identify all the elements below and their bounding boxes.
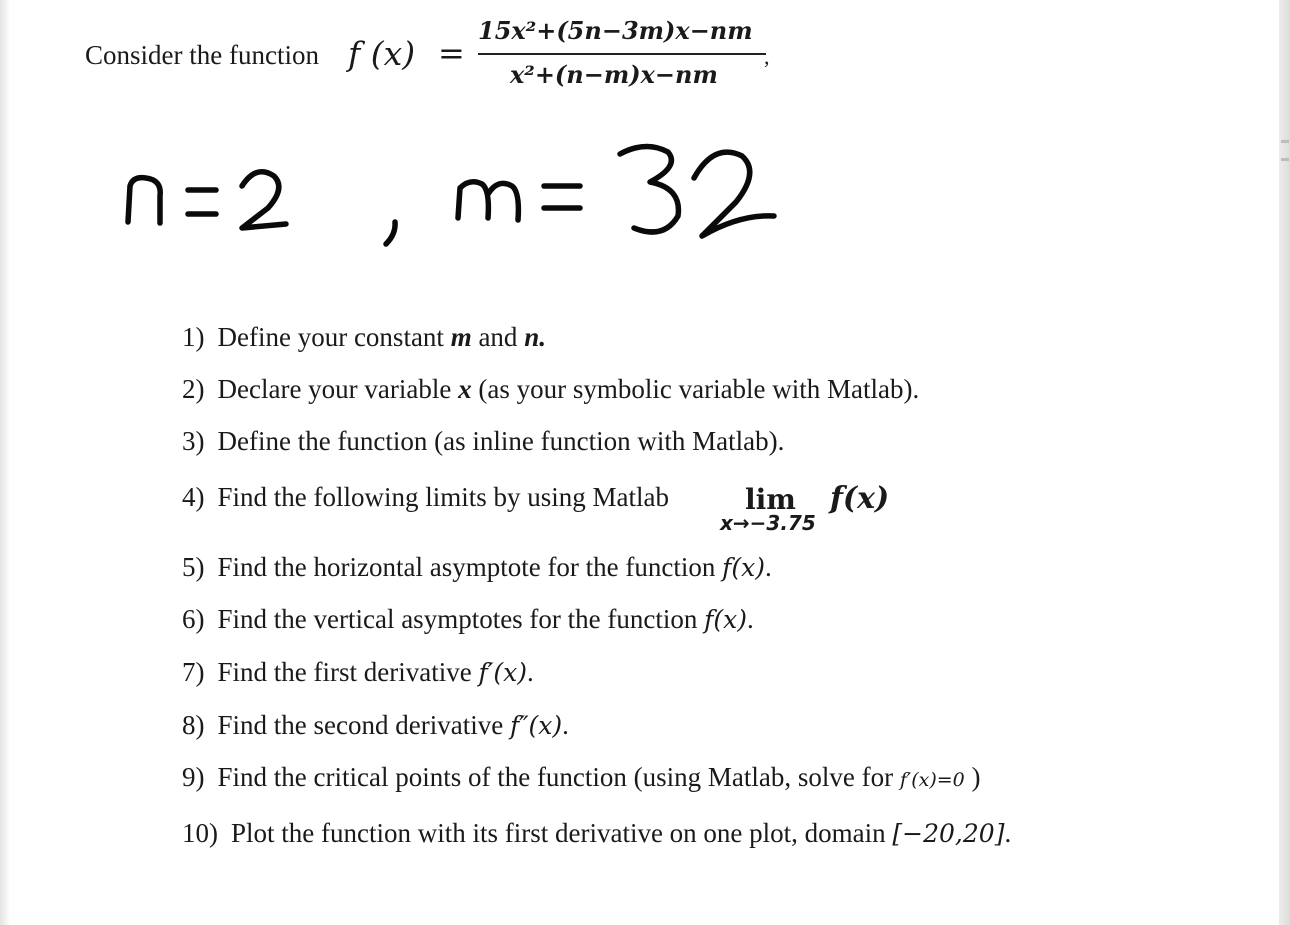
equals-sign: = [438,34,465,72]
scan-right-edge [1279,0,1290,925]
handwritten-comma [386,222,395,244]
list-item: 3) Define the function (as inline function with Matlab). [182,426,785,456]
fraction-numerator: 15x²+(5n−3m)x−nm [478,16,753,45]
handwritten-equals-2 [544,186,580,208]
list-item: 10) Plot the function with its first derivative on one plot, domain [−20,20]. [182,818,1012,848]
list-item: 2) Declare your variable x (as your symbolic variable with Matlab). [182,374,920,404]
list-item: 7) Find the first derivative f′(x). [182,657,534,687]
limit-subscript: x→−3.75 [720,511,816,535]
handwritten-values [120,130,790,250]
list-item: 9) Find the critical points of the function (using Matlab, solve for f′(x)=0 ) [182,762,981,792]
function-name: f (x) [348,34,416,73]
limit-operator: lim [745,483,796,516]
handwritten-2 [694,152,774,236]
list-item: 8) Find the second derivative f″(x). [182,710,569,740]
edge-mark [1281,158,1289,161]
trailing-comma: , [764,44,770,69]
limit-function: f(x) [830,481,890,516]
list-item: 4) Find the following limits by using Matlab [182,482,669,512]
handwritten-equals-1 [188,190,216,214]
handwritten-3 [620,146,678,232]
list-item: 6) Find the vertical asymptotes for the function f(x). [182,604,754,634]
intro-text: Consider the function [85,40,319,70]
fraction-denominator: x²+(n−m)x−nm [510,60,718,89]
list-item: 5) Find the horizontal asymptote for the function f(x). [182,552,772,582]
edge-mark [1281,140,1289,143]
list-item: 1) Define your constant m and n. [182,322,546,352]
handwritten-2 [242,172,286,228]
handwritten-n [128,178,160,223]
fraction-bar [478,53,766,55]
handwritten-m [458,182,518,220]
scan-left-edge [0,0,10,925]
